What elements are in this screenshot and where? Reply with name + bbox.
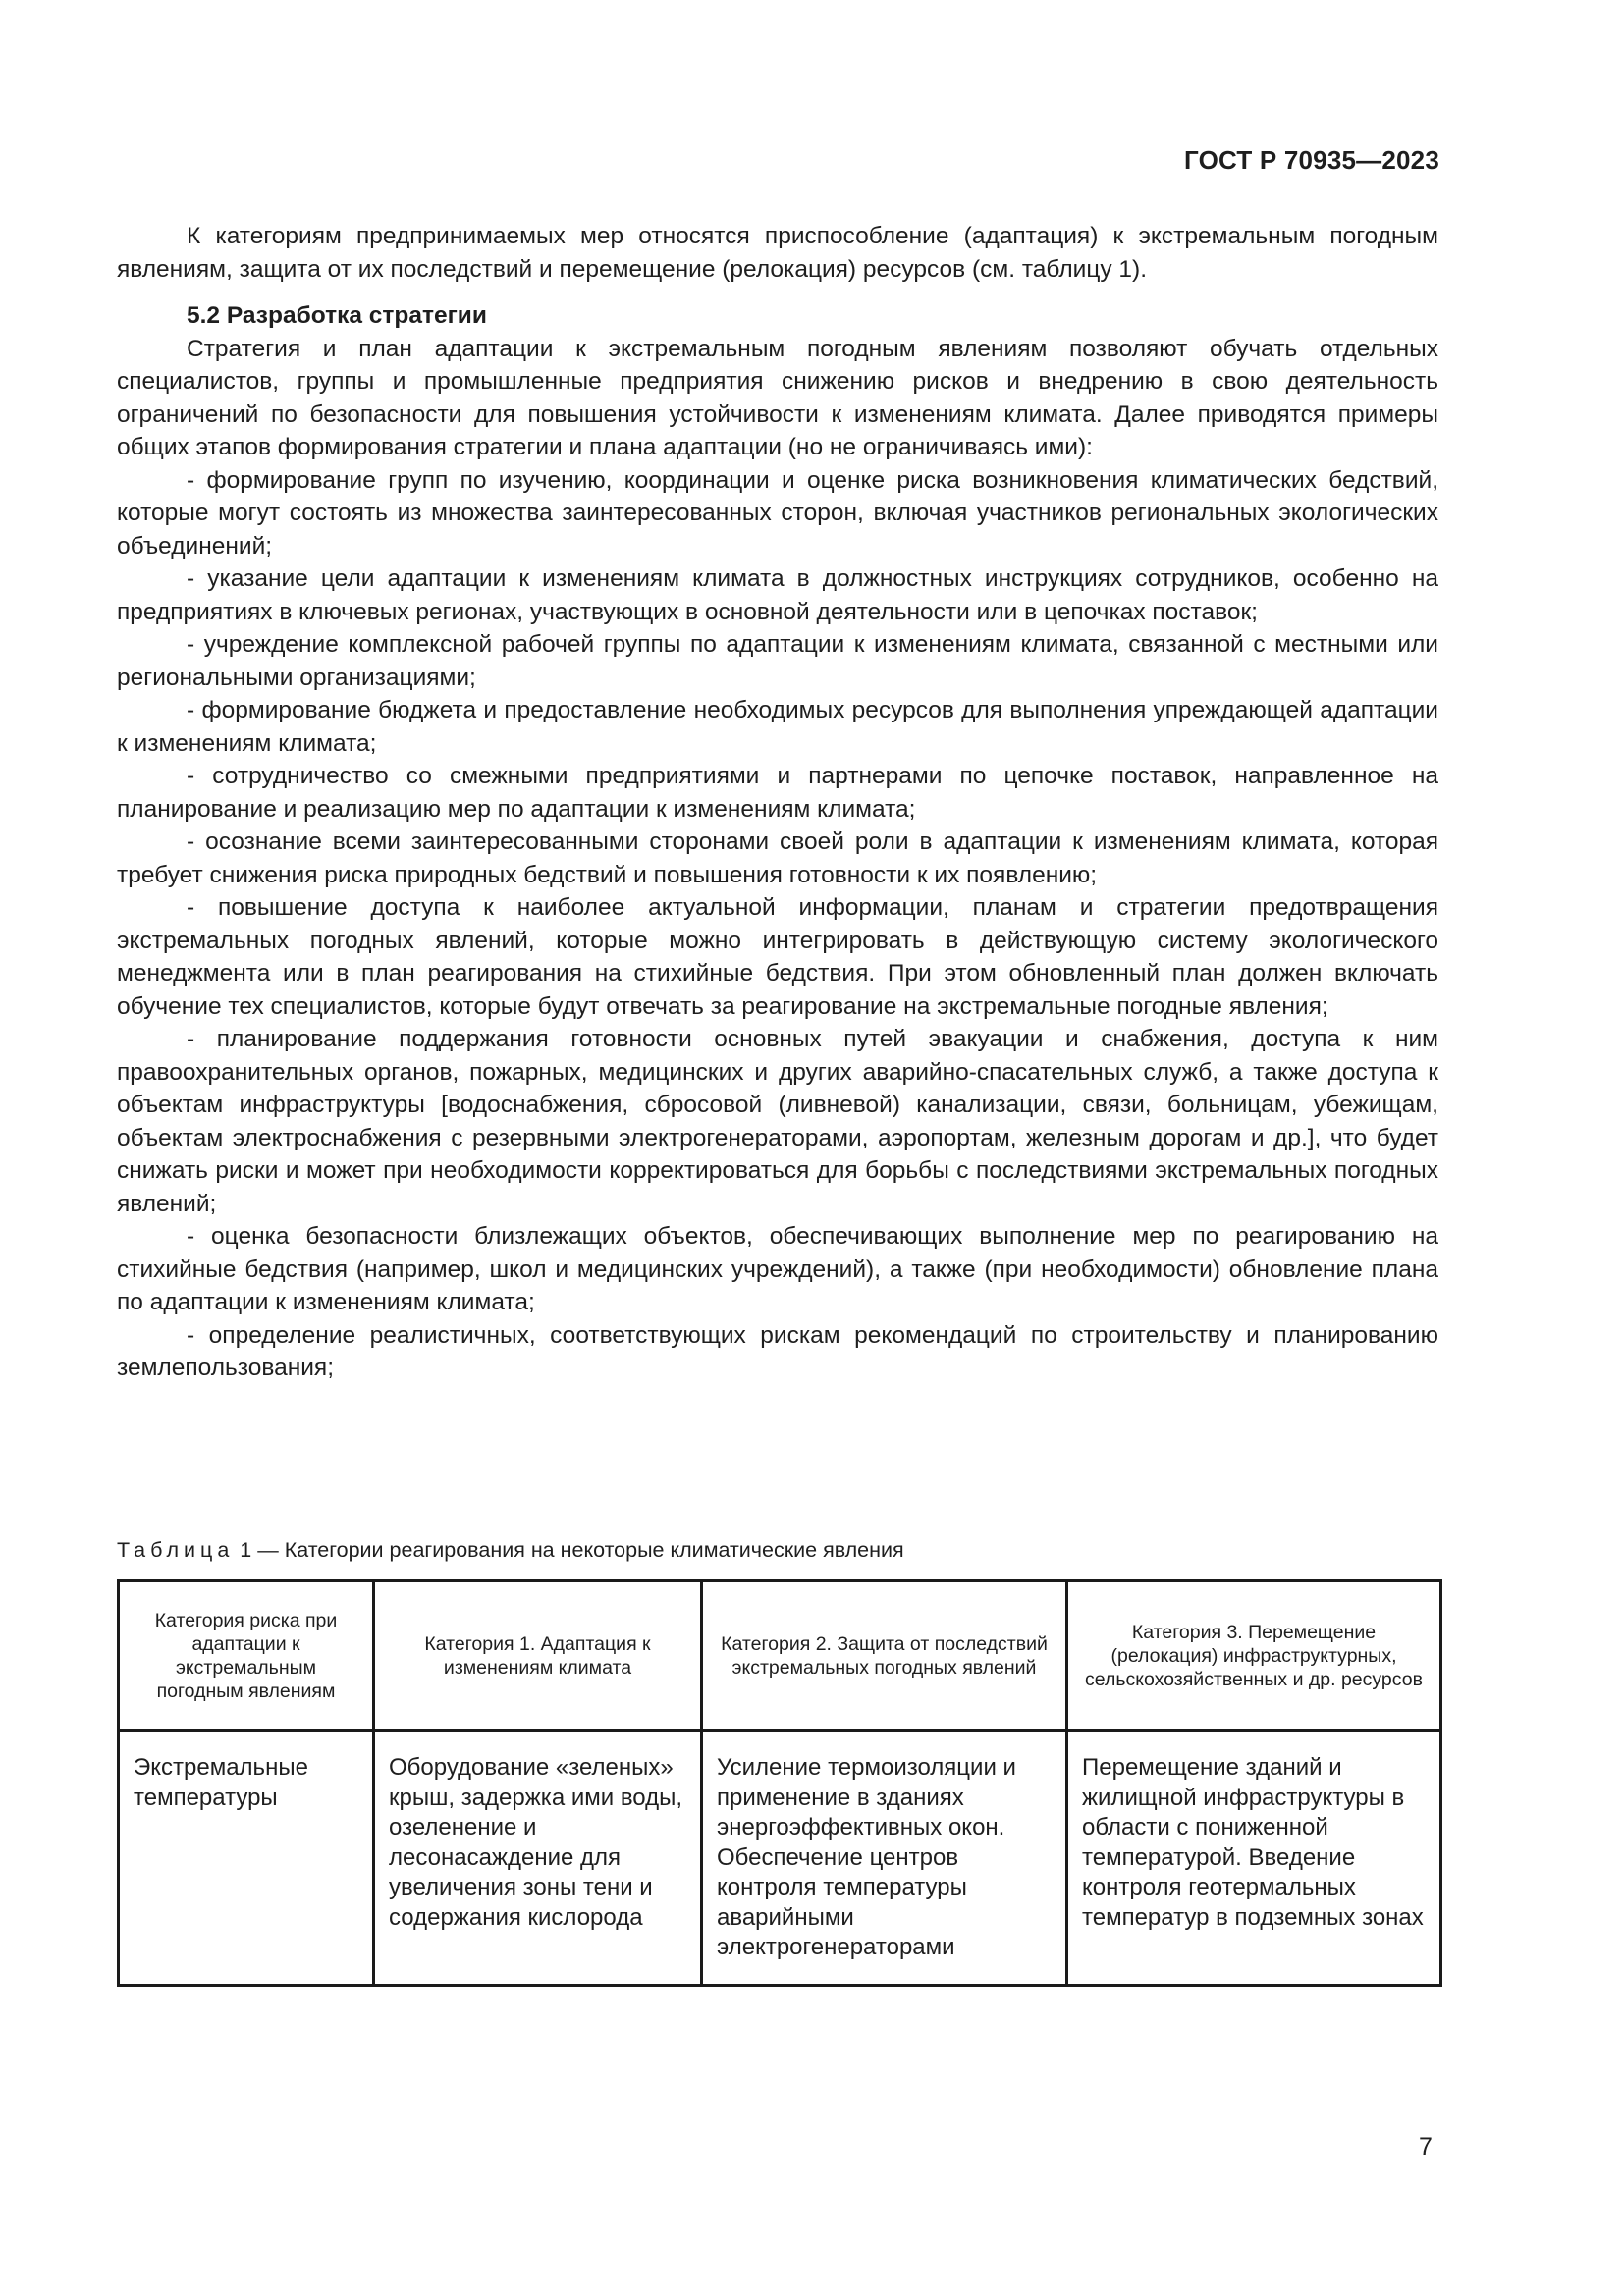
table-cell: Усиление термоизоляции и применение в зданиях энергоэффективных окон. Обеспечение центров контроля температуры аварийными электрогенераторами: [702, 1731, 1067, 1986]
header-category-2: Категория 2. Защита от последствий экстремальных погодных явлений: [702, 1581, 1067, 1731]
table-caption-title: 1 — Категории реагирования на некоторые климатические явления: [234, 1538, 904, 1562]
document-code: ГОСТ Р 70935—2023: [1184, 145, 1439, 175]
table-cell: Экстремальные температуры: [119, 1731, 374, 1986]
list-item: - осознание всеми заинтересованными сторонами своей роли в адаптации к изменениям климата, которая требует снижения риска природных бедствий и повышения готовности к их появлению;: [117, 828, 1438, 888]
table-row: [119, 1731, 1441, 1986]
section-heading: 5.2 Разработка стратегии: [187, 302, 487, 329]
table-cell: Оборудование «зеленых» крыш, задержка ими воды, озеленение и лесонасаждение для увеличения зоны тени и содержания кислорода: [374, 1731, 702, 1986]
list-item: - сотрудничество со смежными предприятиями и партнерами по цепочке поставок, направленное на планирование и реализацию мер по адаптации к изменениям климата;: [117, 763, 1438, 823]
list-item: - определение реалистичных, соответствующих рискам рекомендаций по строительству и планированию землепользования;: [117, 1321, 1438, 1381]
list-item: - оценка безопасности близлежащих объектов, обеспечивающих выполнение мер по реагированию на стихийные бедствия (например, школ и медицинских учреждений), а также (при необходимости) обновление плана по адаптации к изменениям климата;: [117, 1223, 1438, 1315]
list-item: - учреждение комплексной рабочей группы по адаптации к изменениям климата, связанной с местными или региональными организациями;: [117, 631, 1438, 691]
table-caption-prefix: Таблица: [117, 1538, 235, 1562]
page-number: 7: [1419, 2133, 1433, 2161]
list-item: - повышение доступа к наиболее актуальной информации, планам и стратегии предотвращения экстремальных погодных явлений, которые можно интегрировать в действующую систему экологического менеджмента или в план реагирования на стихийные бедствия. При этом обновленный план должен включать обучение тех специалистов, которые будут отвечать за реагирование на экстремальные погодные явления;: [117, 894, 1438, 1020]
table-header-row: [119, 1581, 1441, 1731]
list-item: - указание цели адаптации к изменениям климата в должностных инструкциях сотрудников, особенно на предприятиях в ключевых регионах, участвующих в основной деятельности или в цепочках поставок;: [117, 565, 1438, 625]
table-caption: [117, 1538, 904, 1563]
intro-paragraph: К категориям предпринимаемых мер относятся приспособление (адаптация) к экстремальным погодным явлениям, защита от их последствий и перемещение (релокация) ресурсов (см. таблицу 1).: [117, 223, 1438, 283]
header-category-1: Категория 1. Адаптация к изменениям климата: [374, 1581, 702, 1731]
list-item: - планирование поддержания готовности основных путей эвакуации и снабжения, доступа к ним правоохранительных органов, пожарных, медицинских и других аварийно-спасательных служб, а также доступа к объектам инфраструктуры [водоснабжения, сбросовой (ливневой) канализации, связи, больницам, убежищам, объектам электроснабжения с резервными электрогенераторами, аэропортам, железным дорогам и др.], что будет снижать риски и может при необходимости корректироваться для борьбы с последствиями экстремальных погодных явлений;: [117, 1026, 1438, 1217]
header-risk-category: Категория риска при адаптации к экстремальным погодным явлениям: [119, 1581, 374, 1731]
header-category-3: Категория 3. Перемещение (релокация) инфраструктурных, сельскохозяйственных и др. ресурсов: [1067, 1581, 1441, 1731]
categories-table: [117, 1579, 1442, 1987]
list-item: - формирование групп по изучению, координации и оценке риска возникновения климатических бедствий, которые могут состоять из множества заинтересованных сторон, включая участников региональных экологических объединений;: [117, 466, 1438, 560]
list-item: - формирование бюджета и предоставление необходимых ресурсов для выполнения упреждающей адаптации к изменениям климата;: [117, 697, 1438, 757]
section-paragraph: Стратегия и план адаптации к экстремальным погодным явлениям позволяют обучать отдельных специалистов, группы и промышленные предприятия снижению рисков и внедрению в свою деятельность ограничений по безопасности для повышения устойчивости к изменениям климата. Далее приводятся примеры общих этапов формирования стратегии и плана адаптации (но не ограничиваясь ими):: [117, 335, 1438, 460]
table-cell: Перемещение зданий и жилищной инфраструктуры в области с пониженной температурой. Введение контроля геотермальных температур в подземных зонах: [1067, 1731, 1441, 1986]
document-body: [117, 220, 1438, 1385]
